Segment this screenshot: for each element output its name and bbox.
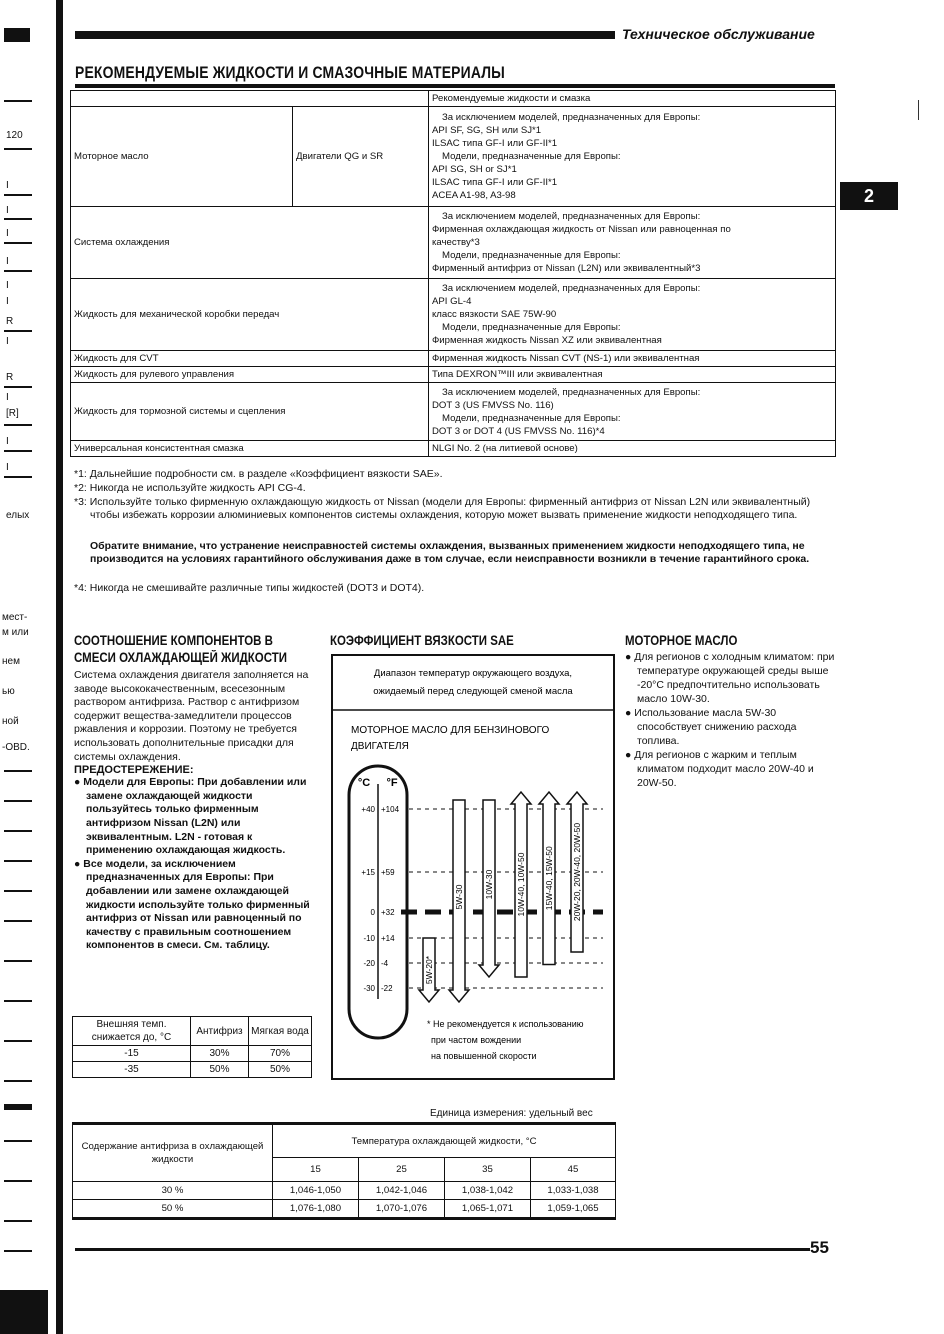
fahrenheit-tick-label: -4 [381,959,389,968]
chart-note-top-1: Диапазон температур окружающего воздуха, [373,668,573,679]
engine-label-2: ДВИГАТЕЛЯ [351,741,409,752]
footnote-3-warning: Обратите внимание, что устранение неисправностей системы охлаждения, вызванных применением жидкости неподходящего типа, не производится на условиях гарантийного обслуживания даже в том случае, если неисправности возникли в течение гарантийного срока. [90,540,810,565]
fluid-name: Универсальная консистентная смазка [71,441,429,457]
motor-oil-list [625,650,837,790]
fluid-spec: За исключением моделей, предназначенных для Европы: API SF, SG, SH или SJ*1 ILSAC типа GF-I или GF-II*1 Модели, предназначенные для Европы: API SG, SH or SJ*1 ILSAC типа GF-I или GF-II*1 ACEA A1-98, A3-98 [429,107,836,207]
viscosity-grade-label: 10W-40, 10W-50 [516,852,526,917]
fahrenheit-tick-label: +14 [381,934,395,943]
celsius-tick-label: +40 [361,805,375,814]
fahrenheit-tick-label: +59 [381,868,395,877]
footer-rule [75,1248,810,1251]
table-cell: 1,065-1,071 [445,1200,531,1219]
fluid-name: Жидкость для CVT [71,351,429,367]
table-cell: 30% [191,1046,249,1062]
viscosity-grade-label: 20W-20, 20W-40, 20W-50 [572,822,582,922]
margin-label: елых [6,510,30,521]
table-header-cell: 45 [531,1158,616,1182]
table-header-cell: 35 [445,1158,531,1182]
margin-label: 120 [6,130,23,141]
celsius-tick-label: 0 [370,908,375,917]
table-cell: 1,046-1,050 [273,1182,359,1200]
fluid-name: Жидкость для тормозной системы и сцепления [71,383,429,441]
table-cell: -15 [73,1046,191,1062]
fluid-spec: За исключением моделей, предназначенных для Европы: DOT 3 (US FMVSS No. 116) Модели, предназначенные для Европы: DOT 3 or DOT 4 (US FMVSS No. 116)*4 [429,383,836,441]
table-cell: 30 % [73,1182,273,1200]
margin-label: I [6,180,9,191]
engine-label-1: МОТОРНОЕ МАСЛО ДЛЯ БЕНЗИНОВОГО [351,725,550,736]
section-heading: МОТОРНОЕ МАСЛО [625,633,738,648]
table-header-cell: 15 [273,1158,359,1182]
scan-mark [918,100,919,120]
table-row [73,1124,616,1158]
viscosity-bars [419,792,587,1002]
celsius-tick-label: -30 [363,984,375,993]
margin-label: I [6,336,9,347]
table-cell: 50 % [73,1200,273,1219]
margin-label: I [6,280,9,291]
fluid-spec: Типа DEXRON™III или эквивалентная [429,367,836,383]
footnote-2: *2: Никогда не используйте жидкость API CG-4. [74,482,306,494]
margin-label: [R] [6,408,19,419]
margin-label: нем [2,656,20,667]
table-cell: 1,042-1,046 [359,1182,445,1200]
fahrenheit-tick-label: +32 [381,908,395,917]
footnote-1: *1: Дальнейшие подробности см. в разделе «Коэффициент вязкости SAE». [74,468,443,480]
chapter-tab: 2 [840,182,898,210]
fluid-name: Жидкость для механической коробки передач [71,279,429,351]
table-row [73,1182,616,1200]
viscosity-grade-label: 10W-30 [484,869,494,900]
margin-label: I [6,436,9,447]
fluid-spec: За исключением моделей, предназначенных для Европы: API GL-4 класс вязкости SAE 75W-90 Модели, предназначенные для Европы: Фирменная жидкость Nissan XZ или эквивалентная [429,279,836,351]
viscosity-grade-label: 5W-20* [424,955,434,985]
binding-shadow [0,1290,48,1334]
table-row [71,351,836,367]
margin-label: мест- [2,612,28,623]
caution-item: ● Модели для Европы: При добавлении или замене охлаждающей жидкости пользуйтесь только фирменным антифризом Nissan (L2N) или эквивалентным. L2N - готовая к применению охлаждающая жидкость. [74,776,307,857]
page-number: 55 [810,1238,829,1257]
table-row [71,383,836,441]
coolant-section [74,633,314,953]
table-header-cell: Внешняя темп. снижается до, °C [73,1017,191,1046]
unit-label: Единица измерения: удельный вес [430,1108,593,1119]
table-row [71,107,836,207]
table-row [71,367,836,383]
fluid-spec: NLGI No. 2 (на литиевой основе) [429,441,836,457]
margin-label: I [6,296,9,307]
margin-label: R [6,372,14,383]
table-cell: 70% [249,1046,312,1062]
table-header-cell: Антифриз [191,1017,249,1046]
table-header-cell: Содержание антифриза в охлаждающей жидкости [73,1124,273,1182]
fluid-spec: Фирменная жидкость Nissan CVT (NS-1) или эквивалентная [429,351,836,367]
table-header-cell: Мягкая вода [249,1017,312,1046]
chart-note-top-2: ожидаемый перед следующей сменой масла [373,686,573,697]
specific-gravity-table [72,1122,616,1220]
table-row [71,279,836,351]
caution-item: ● Все модели, за исключением предназначенных для Европы: При добавлении или замене охлаждающей жидкости используйте только фирменный антифриз от Nissan или равноценный по качеству с правильным соотношением компонентов в смеси. См. таблицу. [74,857,310,952]
fluid-name: Моторное масло [71,107,293,207]
coolant-body: Система охлаждения двигателя заполняется на заводе высококачественным, всесезонным раствором антифриза. Раствор с антифризом содержит вещества-замедлители процессов ржавления и коррозии. Поэтому не требуется использовать дополнительные присадки для системы охлаждения. [74,669,309,763]
table-row [71,441,836,457]
section-heading: КОЭФФИЦИЕНТ ВЯЗКОСТИ SAE [330,633,514,648]
list-item: ● Использование масла 5W-30 способствует снижению расхода топлива. [625,707,797,747]
celsius-tick-label: +15 [361,868,375,877]
table-row [73,1017,312,1046]
table-cell: 1,059-1,065 [531,1200,616,1219]
viscosity-grade-label: 15W-40, 15W-50 [544,846,554,911]
table-header-cell: Температура охлаждающей жидкости, °C [273,1124,616,1158]
table-cell: 1,033-1,038 [531,1182,616,1200]
list-item: ● Для регионов с холодным климатом: при температуре окружающей среды выше -20°C предпочтительно использовать масло 10W-30. [625,651,835,705]
table-header-cell: 25 [359,1158,445,1182]
viscosity-grade-label: 5W-30 [454,884,464,910]
table-row [71,207,836,279]
binding-rule [56,0,63,1334]
caution-heading: ПРЕДОСТЕРЕЖЕНИЕ: [74,764,194,777]
fluid-spec: За исключением моделей, предназначенных для Европы: Фирменная охлаждающая жидкость от Nissan или равноценная по качеству*3 Модели, предназначенные для Европы: Фирменный антифриз от Nissan (L2N) или эквивалентный*3 [429,207,836,279]
fluid-sub: Двигатели QG и SR [293,107,429,207]
fahrenheit-tick-label: -22 [381,984,393,993]
section-heading: СМЕСИ ОХЛАЖДАЮЩЕЙ ЖИДКОСТИ [74,650,287,665]
margin-label: I [6,462,9,473]
margin-label: I [6,205,9,216]
margin-label: I [6,228,9,239]
page-title: РЕКОМЕНДУЕМЫЕ ЖИДКОСТИ И СМАЗОЧНЫЕ МАТЕРИАЛЫ [75,63,505,82]
table-row [73,1046,312,1062]
section-heading: СООТНОШЕНИЕ КОМПОНЕНТОВ В [74,633,273,648]
chart-footnote-3: на повышенной скорости [431,1051,537,1061]
running-header: Техническое обслуживание [622,26,815,42]
table-cell: 1,038-1,042 [445,1182,531,1200]
margin-label: м или [2,627,29,638]
table-row [71,91,836,107]
margin-label: I [6,256,9,267]
footnote-4: *4: Никогда не смешивайте различные типы жидкостей (DOT3 и DOT4). [74,582,425,594]
fluid-name: Система охлаждения [71,207,429,279]
margin-label: I [6,392,9,403]
table-row [73,1062,312,1078]
margin-label: -OBD. [2,742,30,753]
chart-footnote-2: при частом вождении [431,1035,522,1045]
celsius-tick-label: -20 [363,959,375,968]
table-cell: 1,070-1,076 [359,1200,445,1219]
table-row [73,1200,616,1219]
table-cell: 50% [249,1062,312,1078]
fahrenheit-unit: °F [386,777,398,789]
margin-label: ной [2,716,19,727]
sae-viscosity-chart [331,654,615,1080]
antifreeze-ratio-table [72,1016,312,1078]
celsius-tick-label: -10 [363,934,375,943]
title-underline [75,84,835,88]
chart-footnote-1: * Не рекомендуется к использованию [427,1019,584,1029]
fluids-table [70,90,836,457]
footnote-3: *3: Используйте только фирменную охлаждающую жидкость от Nissan (модели для Европы: фирменный антифриз от Nissan L2N или эквивалентный) чтобы избежать коррозии алюминиевых компонентов системы охлаждения, которую может вызвать применение жидкости неподходящего типа. [74,496,811,521]
table-cell: -35 [73,1062,191,1078]
margin-label: ью [2,686,15,697]
header-bar [75,31,615,39]
table-header-cell: Рекомендуемые жидкости и смазка [429,91,836,107]
table-cell: 50% [191,1062,249,1078]
margin-label: R [6,316,14,327]
celsius-unit: °C [357,777,371,789]
fluid-name: Жидкость для рулевого управления [71,367,429,383]
fahrenheit-tick-label: +104 [381,805,400,814]
table-cell: 1,076-1,080 [273,1200,359,1219]
list-item: ● Для регионов с жарким и теплым климатом подходит масло 20W-40 и 20W-50. [625,749,814,789]
